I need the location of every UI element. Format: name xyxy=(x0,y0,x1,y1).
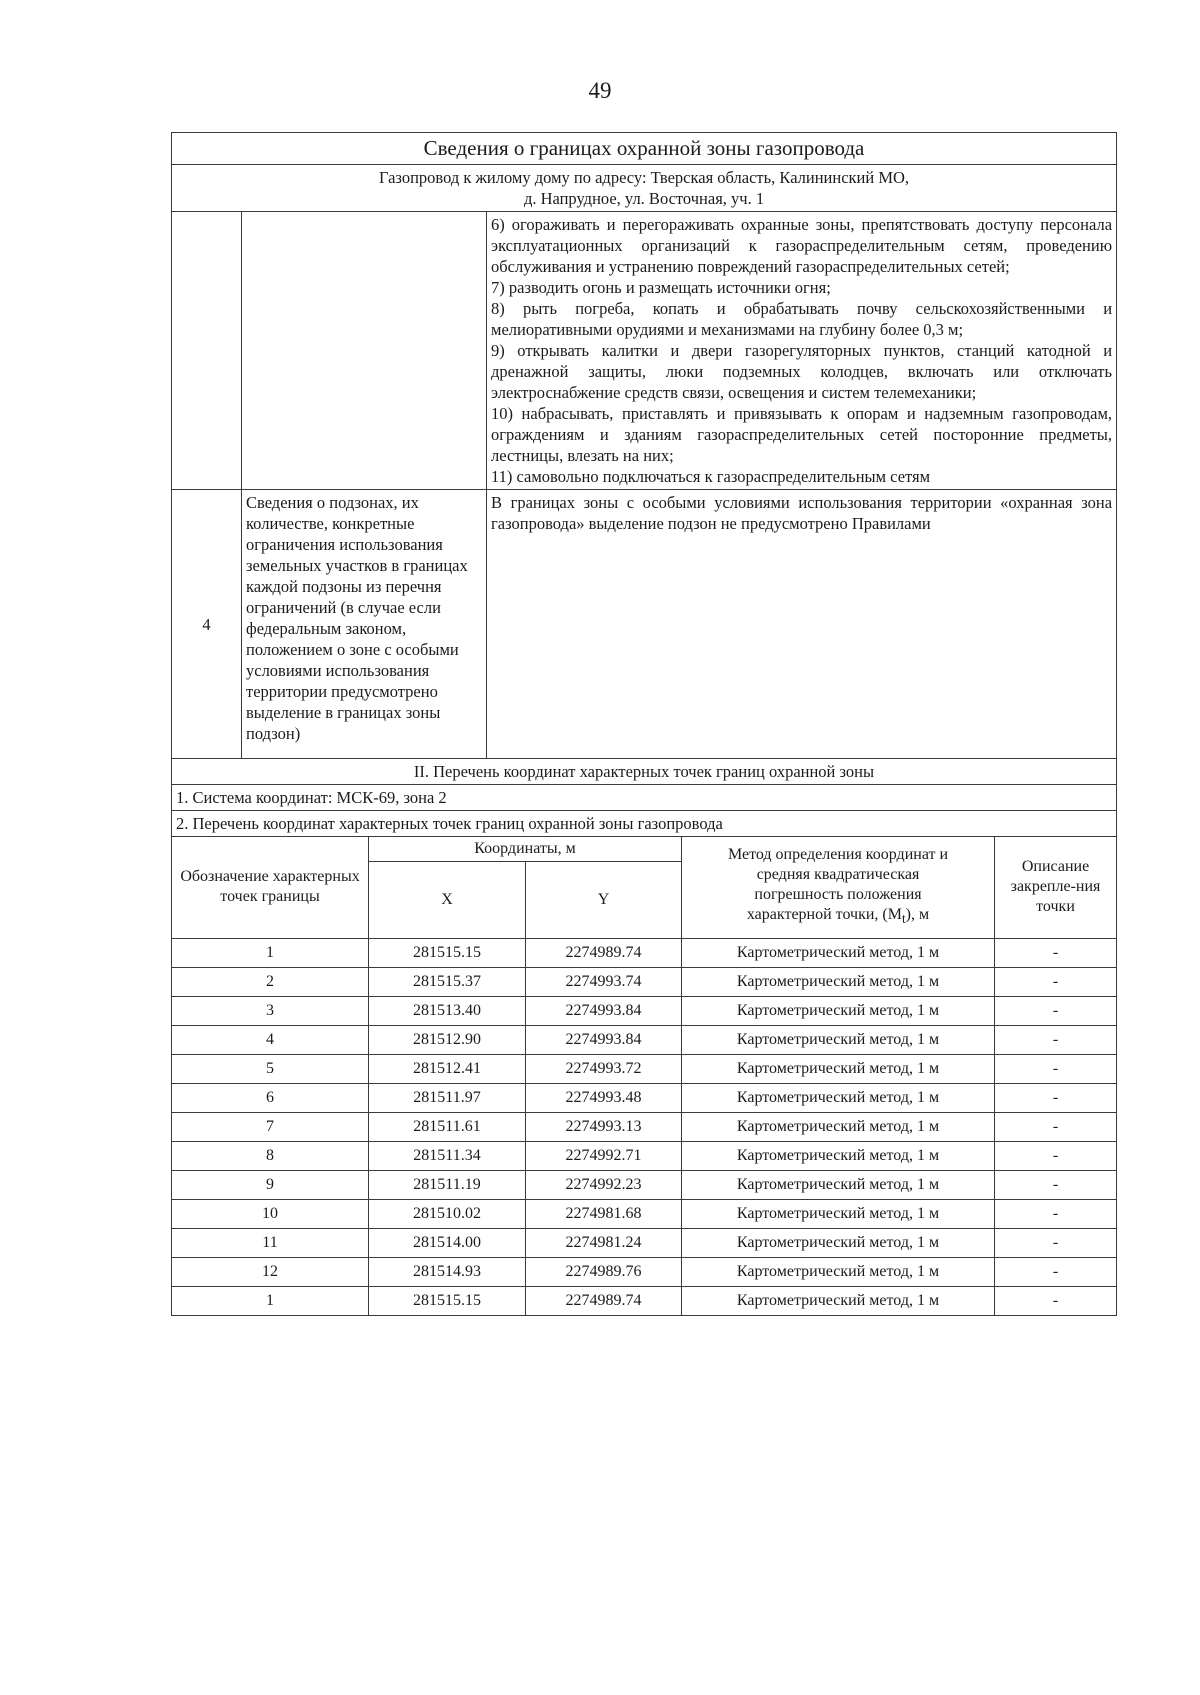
point-description: - xyxy=(995,996,1117,1025)
row-4-number: 4 xyxy=(172,490,242,759)
point-x: 281511.61 xyxy=(369,1112,526,1141)
point-row xyxy=(172,1228,1117,1257)
point-id: 3 xyxy=(172,996,369,1025)
point-description: - xyxy=(995,1054,1117,1083)
point-description: - xyxy=(995,1257,1117,1286)
point-row xyxy=(172,1141,1117,1170)
document-body xyxy=(171,132,1116,1316)
point-x: 281514.93 xyxy=(369,1257,526,1286)
point-description: - xyxy=(995,1141,1117,1170)
header-method xyxy=(682,836,995,938)
point-method: Картометрический метод, 1 м xyxy=(682,1054,995,1083)
zone-info-table xyxy=(171,132,1117,837)
point-row xyxy=(172,1054,1117,1083)
point-y: 2274989.76 xyxy=(526,1257,682,1286)
point-y: 2274981.24 xyxy=(526,1228,682,1257)
header-method-line: средняя квадратическая xyxy=(756,865,920,883)
point-x: 281512.41 xyxy=(369,1054,526,1083)
point-row xyxy=(172,996,1117,1025)
point-row xyxy=(172,1025,1117,1054)
page-number: 49 xyxy=(588,78,612,103)
point-x: 281510.02 xyxy=(369,1199,526,1228)
point-row xyxy=(172,1083,1117,1112)
point-method: Картометрический метод, 1 м xyxy=(682,967,995,996)
point-id: 2 xyxy=(172,967,369,996)
point-rows xyxy=(172,938,1117,1315)
point-method: Картометрический метод, 1 м xyxy=(682,1170,995,1199)
header-designation: Обозначение характерных точек границы xyxy=(172,836,369,938)
point-method: Картометрический метод, 1 м xyxy=(682,996,995,1025)
point-description: - xyxy=(995,1025,1117,1054)
point-y: 2274993.84 xyxy=(526,996,682,1025)
point-row xyxy=(172,1170,1117,1199)
address-line-2: д. Напрудное, ул. Восточная, уч. 1 xyxy=(523,189,765,208)
point-row xyxy=(172,1257,1117,1286)
point-description: - xyxy=(995,1199,1117,1228)
gas-pipeline-address xyxy=(172,165,1117,212)
point-x: 281511.97 xyxy=(369,1083,526,1112)
point-method: Картометрический метод, 1 м xyxy=(682,1286,995,1315)
point-description: - xyxy=(995,1170,1117,1199)
point-method: Картометрический метод, 1 м xyxy=(682,1083,995,1112)
address-line-1: Газопровод к жилому дому по адресу: Тверская область, Калининский МО, xyxy=(378,168,910,187)
header-description: Описание закрепле-ния точки xyxy=(995,836,1117,938)
header-method-text: ), м xyxy=(905,905,930,923)
restrictions-label-cell xyxy=(242,212,487,490)
point-description: - xyxy=(995,1112,1117,1141)
point-row xyxy=(172,967,1117,996)
point-method: Картометрический метод, 1 м xyxy=(682,1228,995,1257)
point-id: 11 xyxy=(172,1228,369,1257)
point-id: 5 xyxy=(172,1054,369,1083)
point-row xyxy=(172,1199,1117,1228)
point-id: 10 xyxy=(172,1199,369,1228)
restrictions-list xyxy=(487,212,1117,490)
restriction-item: 8) рыть погреба, копать и обрабатывать почву сельскохозяйственными и мелиоративными орудиями и механизмами на глубину более 0,3 м; xyxy=(491,299,1113,339)
header-method-subscript: t xyxy=(901,911,906,927)
point-y: 2274993.84 xyxy=(526,1025,682,1054)
point-x: 281515.15 xyxy=(369,938,526,967)
point-id: 6 xyxy=(172,1083,369,1112)
point-y: 2274993.72 xyxy=(526,1054,682,1083)
point-method: Картометрический метод, 1 м xyxy=(682,1141,995,1170)
restriction-item: 10) набрасывать, приставлять и привязывать к опорам и надземным газопроводам, ограждениям и зданиям газораспределительных сетей посторонние предметы, лестницы, влезать на них; xyxy=(491,404,1113,465)
header-method-line xyxy=(684,905,992,929)
header-method-line: погрешность положения xyxy=(754,885,922,903)
point-x: 281513.40 xyxy=(369,996,526,1025)
point-x: 281511.34 xyxy=(369,1141,526,1170)
coordinate-system: 1. Система координат: МСК-69, зона 2 xyxy=(172,785,1117,811)
point-method: Картометрический метод, 1 м xyxy=(682,1112,995,1141)
header-x: X xyxy=(369,861,526,938)
point-x: 281514.00 xyxy=(369,1228,526,1257)
point-y: 2274992.23 xyxy=(526,1170,682,1199)
point-row xyxy=(172,1286,1117,1315)
point-method: Картометрический метод, 1 м xyxy=(682,1025,995,1054)
point-row xyxy=(172,1112,1117,1141)
point-id: 9 xyxy=(172,1170,369,1199)
row-4-label: Сведения о подзонах, их количестве, конкретные ограничения использования земельных участков в границах каждой подзоны из перечня ограничений (в случае если федеральным законом, положением о зоне с особыми условиями использования территории предусмотрено выделение в границах зоны подзон) xyxy=(242,490,487,759)
point-id: 4 xyxy=(172,1025,369,1054)
point-y: 2274993.74 xyxy=(526,967,682,996)
point-y: 2274989.74 xyxy=(526,938,682,967)
restriction-item: 11) самовольно подключаться к газораспределительным сетям xyxy=(491,467,931,486)
point-id: 8 xyxy=(172,1141,369,1170)
point-method: Картометрический метод, 1 м xyxy=(682,938,995,967)
point-id: 1 xyxy=(172,1286,369,1315)
point-x: 281515.37 xyxy=(369,967,526,996)
point-x: 281511.19 xyxy=(369,1170,526,1199)
point-method: Картометрический метод, 1 м xyxy=(682,1199,995,1228)
point-id: 12 xyxy=(172,1257,369,1286)
document-title: Сведения о границах охранной зоны газопровода xyxy=(172,133,1117,165)
point-y: 2274993.48 xyxy=(526,1083,682,1112)
point-id: 7 xyxy=(172,1112,369,1141)
point-y: 2274992.71 xyxy=(526,1141,682,1170)
restriction-item: 6) огораживать и перегораживать охранные зоны, препятствовать доступу персонала эксплуатационных организаций к газораспределительным сетям, проведению обслуживания и устранению повреждений газораспределительных сетей; xyxy=(491,215,1113,276)
point-method: Картометрический метод, 1 м xyxy=(682,1257,995,1286)
point-y: 2274989.74 xyxy=(526,1286,682,1315)
header-method-text: характерной точки, (M xyxy=(746,905,902,923)
coordinates-table xyxy=(171,836,1117,1316)
header-coordinates: Координаты, м xyxy=(369,836,682,861)
header-y: Y xyxy=(526,861,682,938)
coordinate-list-title: 2. Перечень координат характерных точек границ охранной зоны газопровода xyxy=(172,811,1117,837)
header-method-line: Метод определения координат и xyxy=(727,845,949,863)
section-2-title: II. Перечень координат характерных точек границ охранной зоны xyxy=(172,759,1117,785)
row-4-value: В границах зоны с особыми условиями использования территории «охранная зона газопровода» выделение подзон не предусмотрено Правилами xyxy=(487,490,1117,759)
restrictions-number-cell xyxy=(172,212,242,490)
point-x: 281515.15 xyxy=(369,1286,526,1315)
point-row xyxy=(172,938,1117,967)
point-id: 1 xyxy=(172,938,369,967)
point-description: - xyxy=(995,1083,1117,1112)
point-x: 281512.90 xyxy=(369,1025,526,1054)
point-description: - xyxy=(995,967,1117,996)
point-description: - xyxy=(995,1286,1117,1315)
point-y: 2274993.13 xyxy=(526,1112,682,1141)
restriction-item: 7) разводить огонь и размещать источники огня; xyxy=(491,278,831,297)
restriction-item: 9) открывать калитки и двери газорегуляторных пунктов, станций катодной и дренажной защиты, люки подземных колодцев, включать или отключать электроснабжение средств связи, освещения и систем телемеханики; xyxy=(491,341,1113,402)
point-y: 2274981.68 xyxy=(526,1199,682,1228)
point-description: - xyxy=(995,1228,1117,1257)
point-description: - xyxy=(995,938,1117,967)
